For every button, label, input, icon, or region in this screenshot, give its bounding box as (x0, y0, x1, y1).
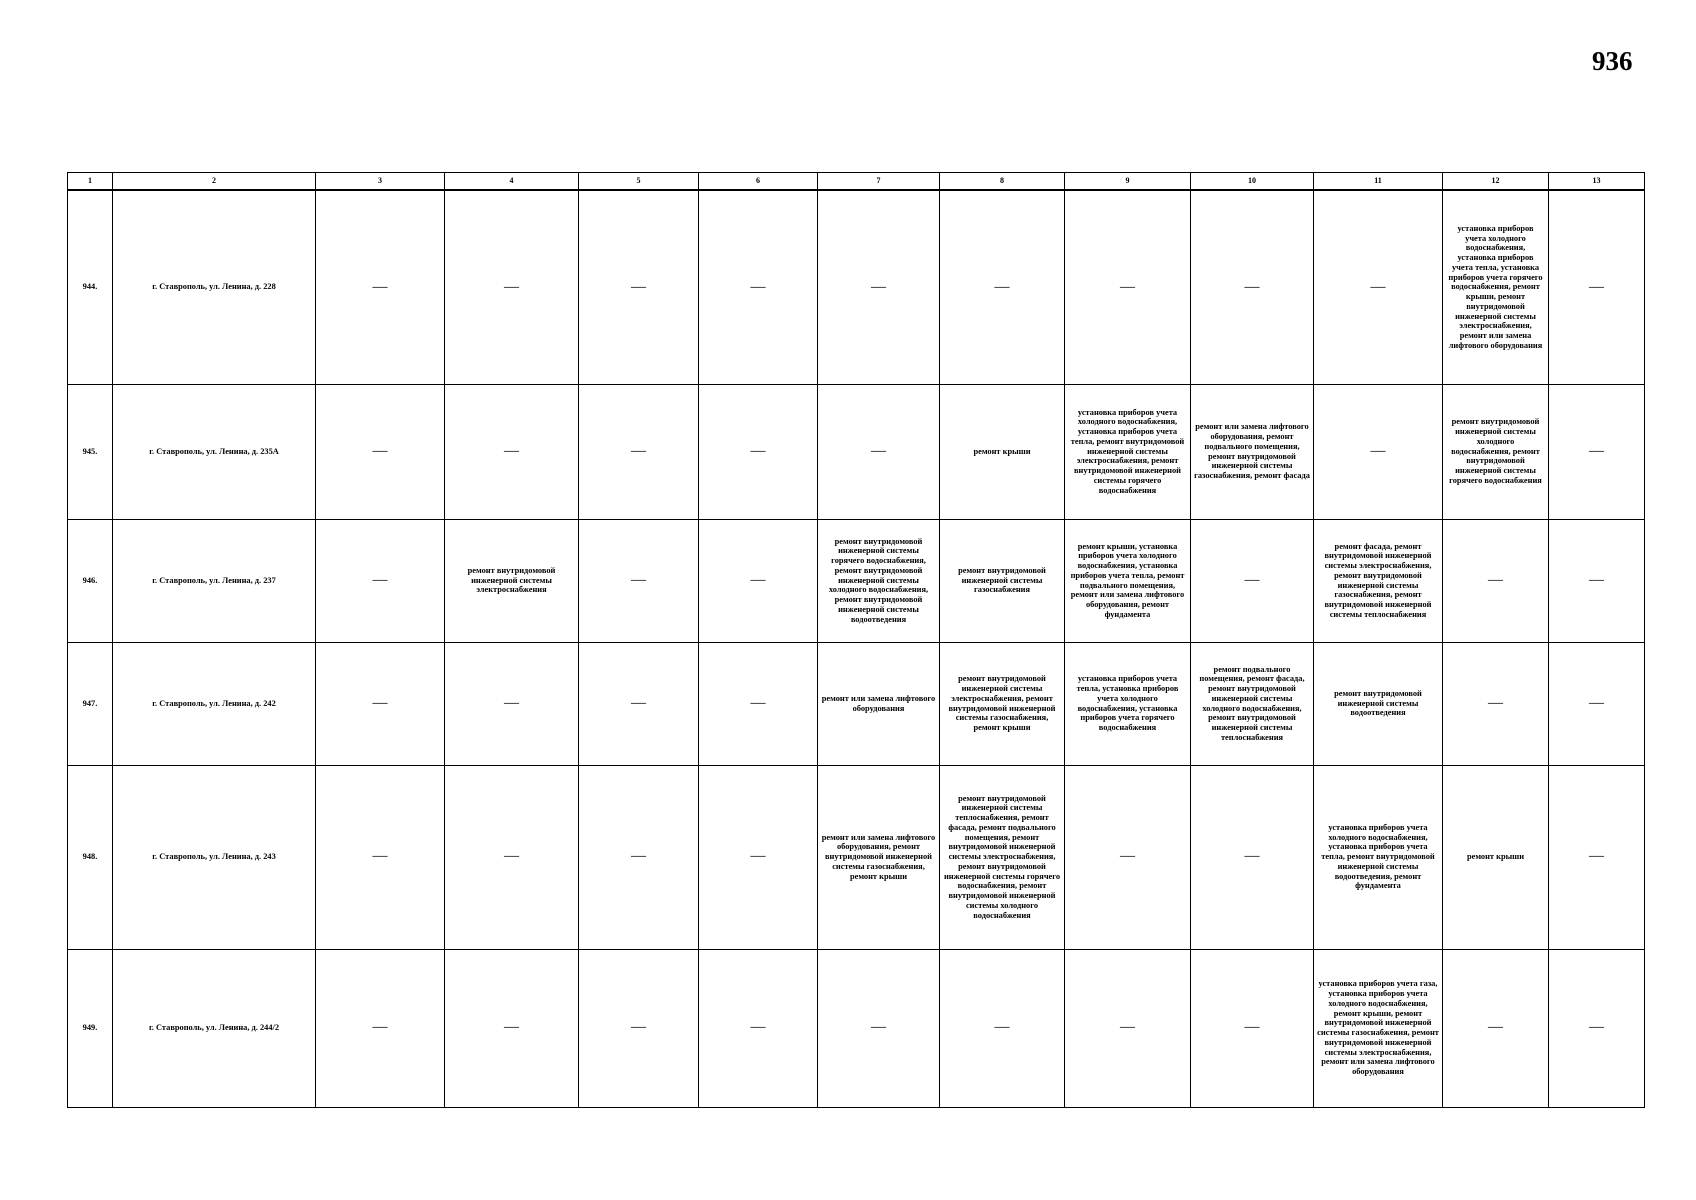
work-type-cell: установка приборов учета газа, установка приборов учета холодного водоснабжения, ремонт крыши, ремонт внутридомовой инженерной системы газоснабжения, ремонт внутридомовой инженерной системы электроснабжения, ремонт или замена лифтового оборудования (1314, 949, 1443, 1107)
empty-dash-cell: — (1065, 190, 1191, 384)
empty-dash-cell: — (1549, 642, 1645, 765)
table-row (68, 949, 1645, 1107)
empty-dash-cell: — (1443, 519, 1549, 642)
empty-dash-cell: — (445, 949, 579, 1107)
empty-dash-cell: — (818, 949, 940, 1107)
empty-dash-cell: — (579, 642, 699, 765)
empty-dash-cell: — (1191, 949, 1314, 1107)
empty-dash-cell: — (579, 519, 699, 642)
column-header-13: 13 (1549, 173, 1645, 191)
empty-dash-cell: — (1065, 949, 1191, 1107)
empty-dash-cell: — (699, 519, 818, 642)
column-header-7: 7 (818, 173, 940, 191)
page-number: 936 (1592, 46, 1633, 76)
empty-dash-cell: — (316, 384, 445, 519)
row-number-cell: 947. (68, 642, 113, 765)
work-type-cell: ремонт крыши (1443, 765, 1549, 949)
empty-dash-cell: — (1549, 384, 1645, 519)
column-header-12: 12 (1443, 173, 1549, 191)
empty-dash-cell: — (818, 384, 940, 519)
empty-dash-cell: — (579, 384, 699, 519)
work-type-cell: ремонт или замена лифтового оборудования, ремонт подвального помещения, ремонт внутридомовой инженерной системы газоснабжения, ремонт фасада (1191, 384, 1314, 519)
work-type-cell: ремонт или замена лифтового оборудования (818, 642, 940, 765)
address-cell: г. Ставрополь, ул. Ленина, д. 242 (113, 642, 316, 765)
work-type-cell: ремонт подвального помещения, ремонт фасада, ремонт внутридомовой инженерной системы холодного водоснабжения, ремонт внутридомовой инженерной системы теплоснабжения (1191, 642, 1314, 765)
empty-dash-cell: — (445, 765, 579, 949)
row-number-cell: 945. (68, 384, 113, 519)
work-type-cell: ремонт крыши, установка приборов учета холодного водоснабжения, установка приборов учета тепла, ремонт подвального помещения, ремонт или замена лифтового оборудования, ремонт фундамента (1065, 519, 1191, 642)
work-type-cell: ремонт внутридомовой инженерной системы холодного водоснабжения, ремонт внутридомовой инженерной системы горячего водоснабжения (1443, 384, 1549, 519)
column-header-6: 6 (699, 173, 818, 191)
empty-dash-cell: — (699, 190, 818, 384)
work-type-cell: ремонт внутридомовой инженерной системы водоотведения (1314, 642, 1443, 765)
repair-schedule-table (67, 172, 1645, 1108)
table-row (68, 519, 1645, 642)
empty-dash-cell: — (699, 949, 818, 1107)
work-type-cell: ремонт внутридомовой инженерной системы электроснабжения (445, 519, 579, 642)
empty-dash-cell: — (316, 949, 445, 1107)
empty-dash-cell: — (1443, 949, 1549, 1107)
column-header-8: 8 (940, 173, 1065, 191)
empty-dash-cell: — (445, 190, 579, 384)
column-header-5: 5 (579, 173, 699, 191)
empty-dash-cell: — (818, 190, 940, 384)
empty-dash-cell: — (579, 949, 699, 1107)
work-type-cell: установка приборов учета холодного водоснабжения, установка приборов учета тепла, установка приборов учета горячего водоснабжения, ремонт крыши, ремонт внутридомовой инженерной системы электроснабжения, ремонт или замена лифтового оборудования (1443, 190, 1549, 384)
empty-dash-cell: — (579, 190, 699, 384)
work-type-cell: установка приборов учета холодного водоснабжения, установка приборов учета тепла, ремонт внутридомовой инженерной системы электроснабжения, ремонт внутридомовой инженерной системы горячего водоснабжения (1065, 384, 1191, 519)
column-header-9: 9 (1065, 173, 1191, 191)
table-row (68, 384, 1645, 519)
table-row (68, 642, 1645, 765)
empty-dash-cell: — (445, 384, 579, 519)
work-type-cell: ремонт внутридомовой инженерной системы горячего водоснабжения, ремонт внутридомовой инженерной системы холодного водоснабжения, ремонт внутридомовой инженерной системы водоотведения (818, 519, 940, 642)
empty-dash-cell: — (1314, 190, 1443, 384)
empty-dash-cell: — (316, 519, 445, 642)
table-row (68, 765, 1645, 949)
row-number-cell: 944. (68, 190, 113, 384)
work-type-cell: установка приборов учета тепла, установка приборов учета холодного водоснабжения, установка приборов учета горячего водоснабжения (1065, 642, 1191, 765)
work-type-cell: установка приборов учета холодного водоснабжения, установка приборов учета тепла, ремонт внутридомовой инженерной системы водоотведения, ремонт фундамента (1314, 765, 1443, 949)
empty-dash-cell: — (1549, 765, 1645, 949)
column-header-10: 10 (1191, 173, 1314, 191)
address-cell: г. Ставрополь, ул. Ленина, д. 228 (113, 190, 316, 384)
column-header-2: 2 (113, 173, 316, 191)
work-type-cell: ремонт внутридомовой инженерной системы электроснабжения, ремонт внутридомовой инженерной системы газоснабжения, ремонт крыши (940, 642, 1065, 765)
column-header-3: 3 (316, 173, 445, 191)
address-cell: г. Ставрополь, ул. Ленина, д. 243 (113, 765, 316, 949)
empty-dash-cell: — (699, 765, 818, 949)
empty-dash-cell: — (316, 190, 445, 384)
work-type-cell: ремонт внутридомовой инженерной системы теплоснабжения, ремонт фасада, ремонт подвального помещения, ремонт внутридомовой инженерной системы электроснабжения, ремонт внутридомовой инженерной системы горячего водоснабжения, ремонт внутридомовой инженерной системы холодного водоснабжения (940, 765, 1065, 949)
empty-dash-cell: — (1065, 765, 1191, 949)
table-row (68, 190, 1645, 384)
empty-dash-cell: — (940, 190, 1065, 384)
empty-dash-cell: — (1549, 949, 1645, 1107)
empty-dash-cell: — (699, 642, 818, 765)
empty-dash-cell: — (1549, 519, 1645, 642)
work-type-cell: ремонт фасада, ремонт внутридомовой инженерной системы электроснабжения, ремонт внутридомовой инженерной системы газоснабжения, ремонт внутридомовой инженерной системы теплоснабжения (1314, 519, 1443, 642)
empty-dash-cell: — (1549, 190, 1645, 384)
header-row (68, 173, 1645, 191)
empty-dash-cell: — (940, 949, 1065, 1107)
empty-dash-cell: — (1443, 642, 1549, 765)
empty-dash-cell: — (316, 765, 445, 949)
column-header-1: 1 (68, 173, 113, 191)
empty-dash-cell: — (1191, 765, 1314, 949)
address-cell: г. Ставрополь, ул. Ленина, д. 244/2 (113, 949, 316, 1107)
address-cell: г. Ставрополь, ул. Ленина, д. 235А (113, 384, 316, 519)
work-type-cell: ремонт или замена лифтового оборудования, ремонт внутридомовой инженерной системы газоснабжения, ремонт крыши (818, 765, 940, 949)
row-number-cell: 949. (68, 949, 113, 1107)
row-number-cell: 946. (68, 519, 113, 642)
address-cell: г. Ставрополь, ул. Ленина, д. 237 (113, 519, 316, 642)
empty-dash-cell: — (316, 642, 445, 765)
empty-dash-cell: — (1314, 384, 1443, 519)
empty-dash-cell: — (1191, 190, 1314, 384)
empty-dash-cell: — (445, 642, 579, 765)
row-number-cell: 948. (68, 765, 113, 949)
column-header-11: 11 (1314, 173, 1443, 191)
empty-dash-cell: — (1191, 519, 1314, 642)
column-header-4: 4 (445, 173, 579, 191)
work-type-cell: ремонт внутридомовой инженерной системы газоснабжения (940, 519, 1065, 642)
empty-dash-cell: — (579, 765, 699, 949)
work-type-cell: ремонт крыши (940, 384, 1065, 519)
empty-dash-cell: — (699, 384, 818, 519)
table-body (68, 190, 1645, 1107)
